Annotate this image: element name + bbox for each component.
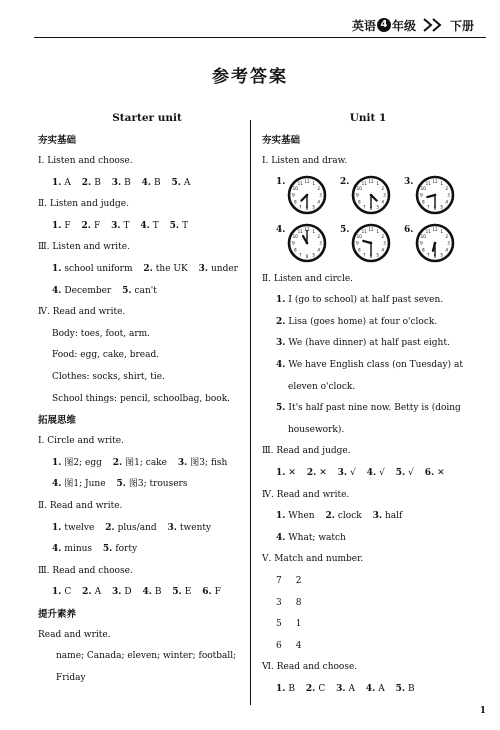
answer-row [262,355,474,377]
item-number: 5. [102,544,113,555]
answer-row [262,420,474,442]
item-number: 2. [105,522,115,533]
answer-row [262,506,474,528]
clock-numeral: 5 [312,251,316,257]
answer-row [262,290,474,312]
judge-mark: ✕ [319,467,327,478]
clock-numeral: 6 [306,205,309,211]
item-number: 2. [81,177,92,188]
item-number: 1. [52,457,62,468]
item-number: 3. [337,467,348,478]
clock-numeral: 11 [297,228,304,234]
clock-numeral: 11 [361,180,368,186]
item-number: 3. [372,511,382,522]
answer-value: F [214,587,221,598]
header-rule [34,37,486,38]
item-number: 1. [276,295,286,306]
exercise-label: Ⅲ. Read and judge. [262,446,351,457]
item-number: 2. [340,176,350,187]
exercise-label: Ⅳ. Read and write. [38,307,126,318]
page-title: 参考答案 [212,67,288,87]
match-row [262,614,474,636]
left-column [38,112,256,690]
exercise-label: Ⅱ. Listen and judge. [38,199,129,210]
answer-row [262,377,474,399]
item-number: 5. [116,479,126,490]
clock-numeral: 12 [304,178,311,184]
clock-numeral: 2 [445,233,449,239]
clock-numeral: 1 [376,180,380,186]
match-number: 4 [295,640,302,651]
item-number: 1. [52,220,62,231]
clock-numeral: 10 [421,233,427,239]
clock-numeral: 4 [317,198,321,204]
exercise-label: Ⅰ. Listen and choose. [38,156,133,166]
item-number: 1. [276,683,286,694]
answer-value: minus [64,544,93,555]
clock-numeral: 9 [292,192,296,198]
item-number: 6. [404,224,414,235]
item-number: 4. [366,467,377,478]
answer-value: A [64,177,71,188]
answer-value: F [93,220,101,231]
item-number: 2. [305,683,316,694]
answer-row [38,518,256,540]
answer-value: When [288,511,315,522]
clock-numeral: 3 [319,192,323,198]
answer-value: B [288,683,296,694]
clock-numeral: 12 [304,226,311,232]
clock-numeral: 10 [421,185,427,191]
clock-numeral: 12 [432,226,439,232]
clock-numeral: 9 [356,240,360,246]
answer-value: We (have dinner) at half past eight. [288,338,450,349]
item-number: 4. [276,359,286,370]
clock-numeral: 8 [358,246,362,252]
answer-row [262,398,474,420]
grade-label: 年级 [391,18,416,33]
item-number: 4. [140,220,150,231]
item-number: 4. [365,683,376,694]
answer-value: twenty [179,522,212,533]
item-number: 3. [404,176,414,187]
clock-numeral: 10 [293,233,299,239]
item-number: 5. [172,587,182,598]
clock-numeral: 3 [447,192,451,198]
match-number: 7 [276,575,282,586]
item-number: 4. [52,479,62,490]
clock-numeral: 9 [420,192,424,198]
clock-numeral: 1 [312,180,316,186]
item-number: 1. [52,263,62,274]
clock-numeral: 10 [357,185,363,191]
unit-title: Starter unit [112,112,182,124]
clock-numeral: 7 [299,203,302,209]
answer-value: B [124,177,131,188]
answer-value: T [152,220,159,231]
clock-row [262,173,474,217]
answer-row [262,312,474,334]
clock-icon [287,175,327,215]
clock-numeral: 2 [445,185,449,191]
item-number: 2. [112,457,123,468]
item-number: 4. [141,177,151,188]
answer-value: A [183,177,191,188]
clock-numeral: 4 [445,246,449,252]
item-number: 2. [82,587,92,598]
clock-numeral: 3 [447,240,451,246]
clock-numeral: 3 [383,192,387,198]
item-number: 4. [276,224,286,235]
answer-value: 图1; June [64,479,106,490]
match-number: 2 [295,575,302,586]
item-number: 3. [111,587,122,598]
clock-numeral: 6 [434,205,437,211]
clock-numeral: 6 [434,253,437,259]
answer-value: I (go to school) at half past seven. [288,295,444,306]
answer-value: T [182,220,189,231]
exercise-label: Ⅲ. Read and choose. [38,565,133,576]
match-number: 3 [276,597,282,608]
judge-mark: √ [350,467,356,478]
match-number: 6 [276,640,282,651]
clock-numeral: 5 [376,251,380,257]
answer-line: School things: pencil, schoolbag, book. [52,393,231,404]
item-number: 3. [111,177,122,188]
judge-mark: ✕ [437,467,445,478]
exercise-label: Ⅵ. Read and choose. [262,662,358,673]
clock-numeral: 7 [427,251,430,257]
section-heading: 夯实基础 [262,135,301,146]
answer-value: forty [115,544,138,555]
answer-value: eleven o'clock. [288,381,356,392]
clock-numeral: 1 [440,180,444,186]
clock-numeral: 8 [294,198,298,204]
clock-numeral: 4 [445,198,449,204]
item-number: 1. [52,177,62,188]
answer-line: Clothes: socks, shirt, tie. [52,371,165,382]
clock-icon [351,223,391,263]
clock-numeral: 9 [420,240,424,246]
answer-value: We have English class (on Tuesday) at [288,359,463,370]
item-number: 2. [143,263,153,274]
clock-numeral: 7 [363,251,366,257]
answer-line: Body: toes, foot, arm. [52,328,151,339]
clock-numeral: 2 [381,185,385,191]
item-number: 5. [122,285,132,296]
exercise-label: Ⅳ. Read and write. [262,489,350,500]
clock-center [434,193,437,196]
item-number: 5. [395,683,406,694]
exercise-label: Ⅴ. Match and number. [262,554,364,565]
clock-icon [415,175,455,215]
answer-value: It's half past nine now. Betty is (doing [288,403,461,414]
item-number: 5. [276,403,286,414]
clock-numeral: 2 [381,233,385,239]
answer-value: F [64,220,71,231]
answer-value: A [94,587,102,598]
item-number: 3. [198,263,208,274]
answer-value: clock [337,511,362,522]
answer-row [262,679,474,701]
clock-numeral: 6 [306,253,309,259]
clock-numeral: 4 [381,246,385,252]
clock-center [306,241,309,244]
clock-numeral: 5 [440,251,444,257]
clock-numeral: 5 [440,203,444,209]
answer-value: housework). [288,424,345,435]
answer-value: B [154,587,162,598]
exercise-label: Read and write. [38,629,111,640]
item-number: 3. [177,457,188,468]
answer-row [38,281,256,303]
clock-center [370,193,373,196]
judge-mark: ✕ [288,467,296,478]
clock-numeral: 7 [363,203,366,209]
clock-numeral: 11 [297,180,304,186]
item-number: 1. [52,522,62,533]
item-number: 3. [336,683,346,694]
answer-row [38,216,256,238]
exercise-label: Ⅲ. Listen and write. [38,242,130,253]
clock-row [262,221,474,265]
answer-value: school uniform [64,263,133,274]
answer-value: 图3; fish [190,457,228,468]
item-number: 5. [395,467,406,478]
item-number: 2. [276,316,286,327]
clock-numeral: 4 [317,246,321,252]
match-number: 5 [276,619,282,630]
clock-numeral: 1 [440,228,444,234]
section-heading: 拓展思维 [38,415,77,427]
answer-value: C [318,683,326,694]
clock-center [370,241,373,244]
clock-numeral: 8 [422,246,426,252]
answer-row [38,582,256,604]
answer-value: plus/and [117,522,157,533]
clock-numeral: 9 [356,192,360,198]
item-number: 6. [424,467,435,478]
exercise-label: Ⅰ. Listen and draw. [262,156,348,166]
answer-value: can't [134,285,157,296]
clock-numeral: 6 [370,253,373,259]
match-number: 1 [295,619,302,630]
item-number: 5. [169,220,180,231]
clock-numeral: 1 [312,228,316,234]
answer-row [38,539,256,561]
match-row [262,593,474,615]
clock-numeral: 11 [361,228,368,234]
answer-value: 图1; cake [125,457,167,468]
clock-numeral: 11 [425,180,432,186]
grade-badge: 4 [377,18,391,32]
answer-value: twelve [64,522,95,533]
answer-line: Food: egg, cake, bread. [52,350,160,361]
answer-value: A [378,683,385,694]
clock-numeral: 8 [422,198,426,204]
clock-icon [351,175,391,215]
clock-numeral: 1 [376,228,380,234]
answer-value: D [124,587,132,598]
clock-numeral: 7 [427,203,430,209]
right-column [262,112,474,700]
item-number: 3. [111,220,121,231]
section-heading: 提升素养 [38,608,77,620]
answer-row [38,259,256,281]
item-number: 5. [171,177,181,188]
clock-numeral: 2 [317,185,321,191]
answer-value: 图3; trousers [128,479,188,490]
clock-numeral: 12 [368,226,375,232]
answer-line: Friday [56,673,86,684]
clock-numeral: 9 [292,240,296,246]
clock-numeral: 7 [299,251,302,257]
section-heading: 夯实基础 [38,135,77,146]
clock-numeral: 3 [319,240,323,246]
answer-value: the UK [155,263,188,274]
page-header [352,14,474,36]
clock-numeral: 2 [317,233,321,239]
clock-numeral: 12 [432,178,439,184]
answer-value: half [384,511,403,522]
item-number: 4. [276,532,286,543]
exercise-label: Ⅱ. Read and write. [38,500,123,511]
clock-center [306,193,309,196]
answer-value: B [94,177,101,188]
clock-numeral: 12 [368,178,375,184]
judge-mark: √ [379,467,385,478]
clock-numeral: 5 [312,203,316,209]
clock-numeral: 6 [370,205,373,211]
answer-value: 图2; egg [64,457,102,468]
item-number: 1. [276,467,286,478]
answer-line: name; Canada; eleven; winter; football; [56,651,237,662]
answer-value: under [210,263,238,274]
item-number: 3. [276,338,286,349]
item-number: 6. [202,587,212,598]
match-row [262,571,474,593]
item-number: 2. [325,511,335,522]
answer-value: December [64,285,112,296]
answer-value: E [184,587,192,598]
clock-numeral: 3 [383,240,387,246]
item-number: 3. [167,522,177,533]
exercise-label: Ⅱ. Listen and circle. [262,273,354,284]
answer-row [262,463,474,485]
answer-row [262,333,474,355]
clock-center [434,241,437,244]
answer-value: C [64,587,72,598]
item-number: 1. [52,587,62,598]
clock-numeral: 10 [293,185,299,191]
item-number: 2. [81,220,91,231]
volume-label: 下册 [449,18,474,33]
answer-value: B [154,177,161,188]
unit-title: Unit 1 [349,112,387,124]
clock-numeral: 8 [358,198,362,204]
item-number: 2. [306,467,317,478]
answer-row [38,474,256,496]
clock-numeral: 8 [294,246,298,252]
clock-numeral: 11 [425,228,432,234]
clock-numeral: 5 [376,203,380,209]
item-number: 4. [142,587,152,598]
answer-value: Lisa (goes home) at four o'clock. [288,316,438,327]
item-number: 1. [276,176,286,187]
item-number: 4. [52,544,62,555]
item-number: 5. [340,224,350,235]
exercise-label: Ⅰ. Circle and write. [38,436,124,447]
clock-numeral: 10 [357,233,363,239]
match-number: 8 [295,597,302,608]
answer-value: T [123,220,130,231]
clock-icon [287,223,327,263]
answer-row [262,528,474,550]
answer-value: B [408,683,415,694]
page-number: 1 [479,706,486,716]
subject-label: 英语 [351,18,376,33]
item-number: 4. [52,285,62,296]
answer-value: What; watch [288,532,346,543]
answer-row [38,453,256,475]
match-row [262,636,474,658]
clock-numeral: 4 [381,198,385,204]
answer-value: A [348,683,355,694]
item-number: 1. [276,511,286,522]
answer-row [38,173,256,195]
double-chevron-icon [422,17,444,33]
judge-mark: √ [408,467,414,478]
clock-icon [415,223,455,263]
